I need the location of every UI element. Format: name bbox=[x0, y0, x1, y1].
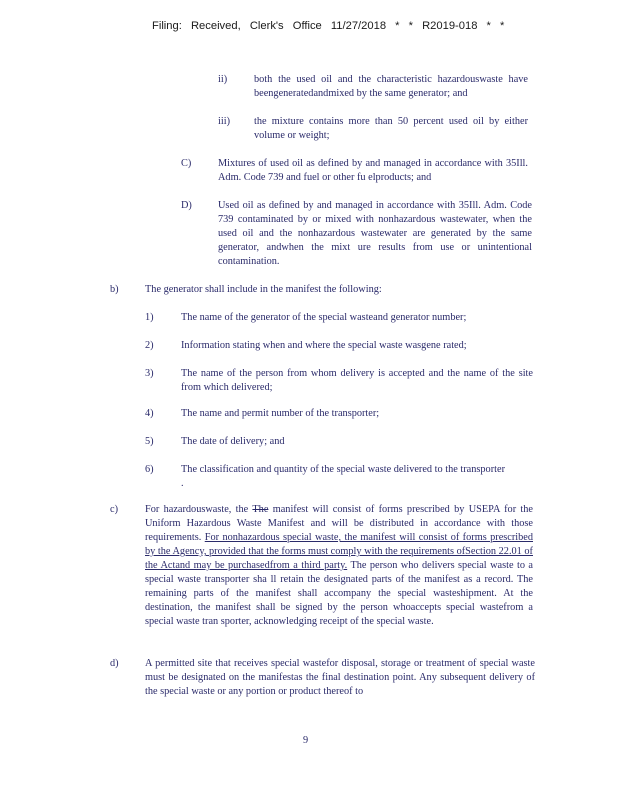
item-c-text-part2: manifest will consist of forms prescribed by USEPA for the Uniform Hazardous Waste Manifest and will be distributed in accordance with those requirements. bbox=[145, 504, 534, 543]
item-c-text-part1: For hazardouswaste, the bbox=[145, 504, 249, 515]
header-received: Received, bbox=[190, 20, 241, 32]
item-c-label: c) bbox=[110, 504, 118, 515]
item-b5-label: 5) bbox=[145, 436, 154, 447]
header-docket: * * R2019-018 * * bbox=[395, 20, 505, 32]
item-ii-text: both the used oil and the characteristic hazardouswaste have beengeneratedandmixed by the same generator; and bbox=[254, 74, 528, 99]
item-d-label: d) bbox=[110, 658, 119, 669]
item-ii-label: ii) bbox=[218, 74, 228, 85]
item-b3-label: 3) bbox=[145, 368, 154, 379]
item-b2-label: 2) bbox=[145, 340, 154, 351]
item-b6-text: The classification and quantity of the special waste delivered to the transporter . bbox=[181, 464, 505, 489]
item-b1-label: 1) bbox=[145, 312, 154, 323]
item-d-text: A permitted site that receives special wastefor disposal, storage or treatment of special waste must be designated on the manifestas the final destination point. Any subsequent delivery of the special waste or any portion or product thereof to bbox=[145, 658, 535, 697]
item-b4-label: 4) bbox=[145, 408, 154, 419]
item-b-text: The generator shall include in the manifest the following: bbox=[145, 284, 382, 295]
item-c-strikethrough: The bbox=[252, 504, 269, 515]
item-c-text-part3: The person who delivers special waste to a special waste transporter sha ll retain the designated parts of the manifest as a record. The remaining parts of the manifest shall accompany the special wasteshipment. At the destination, the manifest shall be signed by the person whoaccepts special wastefrom a special waste tran sporter, acknowledging receipt of the special waste. bbox=[145, 560, 533, 627]
item-C-text: Mixtures of used oil as defined by and managed in accordance with 35Ill. Adm. Code 739 and fuel or other fu elproducts; and bbox=[218, 158, 528, 183]
item-iii-text: the mixture contains more than 50 percent used oil by either volume or weight; bbox=[254, 116, 528, 141]
item-C-label: C) bbox=[181, 158, 192, 169]
page-number: 9 bbox=[303, 735, 309, 746]
item-b-label: b) bbox=[110, 284, 119, 295]
item-b3-text: The name of the person from whom delivery is accepted and the name of the site from which delivered; bbox=[181, 368, 533, 393]
item-b6-label: 6) bbox=[145, 464, 154, 475]
item-D-label: D) bbox=[181, 200, 192, 211]
item-b2-text: Information stating when and where the special waste wasgene rated; bbox=[181, 340, 467, 351]
filing-header bbox=[152, 19, 504, 33]
item-c-inserted-text: For nonhazardous special waste, the manifest will consist of forms prescribed by the Agency, provided that the forms must comply with the requirements ofSection 22.01 of the Actand may be purchasedfrom a third party. bbox=[145, 532, 533, 571]
item-c-text bbox=[145, 503, 533, 629]
item-D-text: Used oil as defined by and managed in accordance with 35Ill. Adm. Code 739 contaminated by or mixed with nonhazardous wastewater, when the used oil and the nonhazardous wastewater are generated by the same generator, andwhen the mixt ure results from use or unintentional contamination. bbox=[218, 200, 532, 267]
item-b4-text: The name and permit number of the transporter; bbox=[181, 408, 380, 419]
header-filing: Filing: bbox=[152, 20, 182, 32]
item-b5-text: The date of delivery; and bbox=[181, 436, 285, 447]
item-b1-text: The name of the generator of the special wasteand generator number; bbox=[181, 312, 467, 323]
item-iii-label: iii) bbox=[218, 116, 231, 127]
header-office: Clerk's Office 11/27/2018 bbox=[249, 20, 387, 32]
